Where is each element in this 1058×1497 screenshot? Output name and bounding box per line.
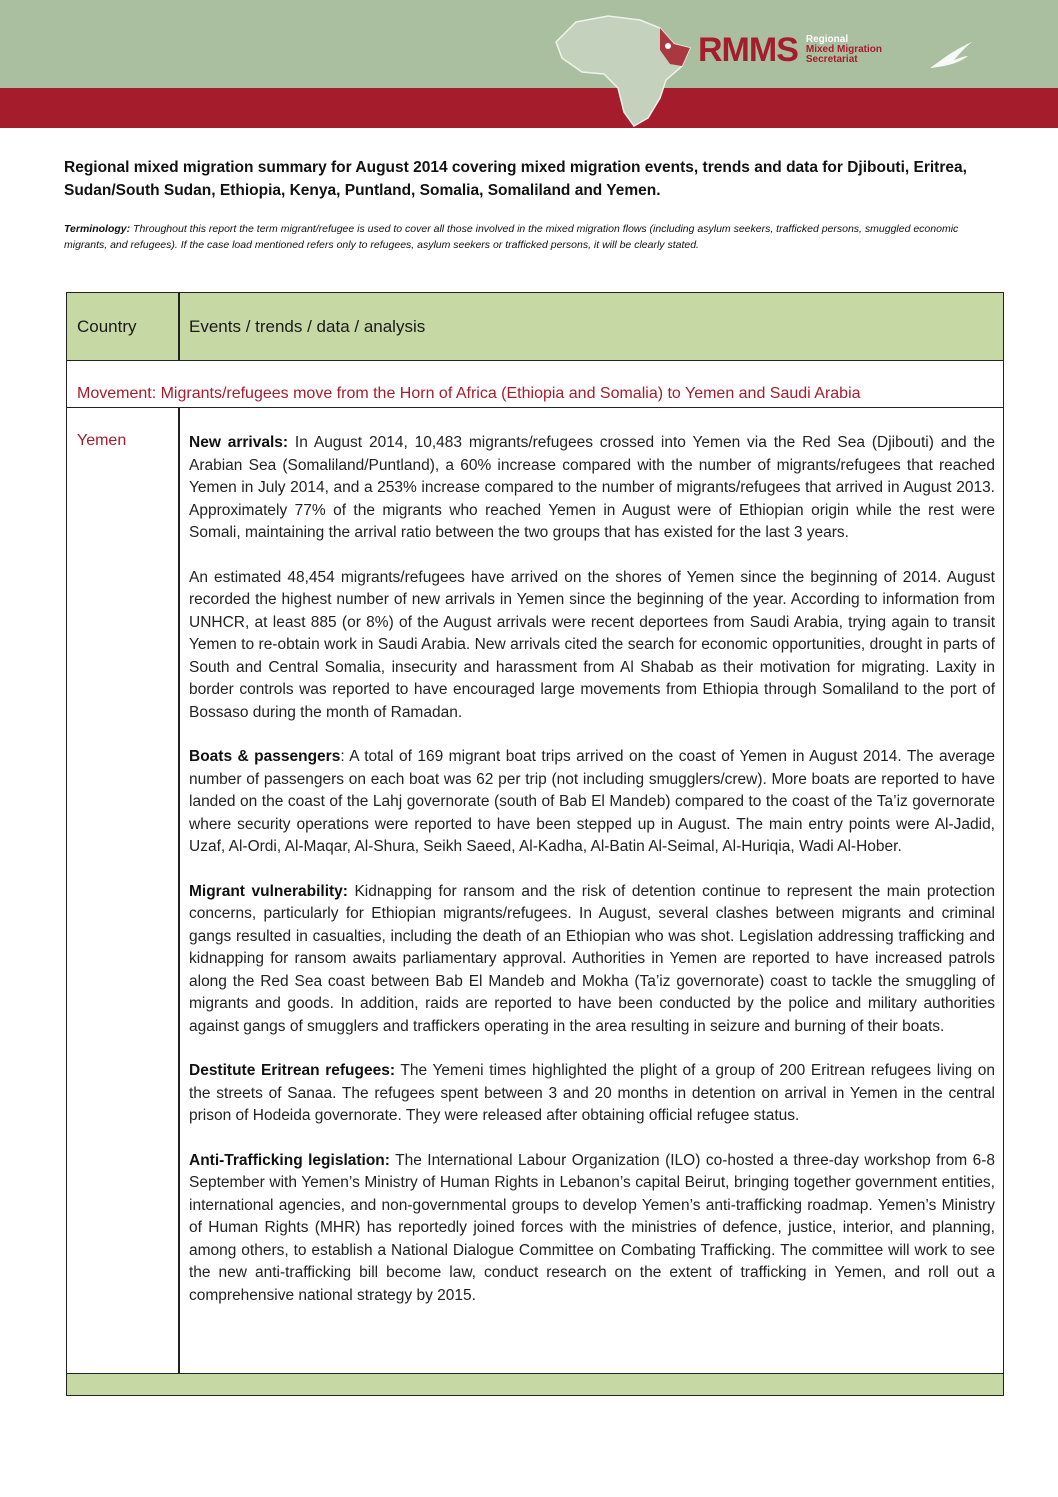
paragraph-heading: Migrant vulnerability:	[189, 882, 348, 900]
terminology-label: Terminology:	[64, 223, 131, 235]
paragraph	[189, 1150, 995, 1308]
terminology-text: Throughout this report the term migrant/refugee is used to cover all those involved in the mixed migration flows (including asylum seekers, trafficked persons, smuggled economic migrants, and refugees). If the case load mentioned refers only to refugees, asylum seekers or trafficked persons, it will be clearly stated.	[64, 223, 959, 251]
bird-icon	[928, 38, 974, 72]
events-table	[66, 292, 1004, 1396]
logo-subtitle	[806, 35, 882, 65]
paragraph-text: The Yemeni times highlighted the plight of a group of 200 Eritrean refugees living on the streets of Sanaa. The refugees spent between 3 and 20 months in detention on arrival in Yemen in the central prison of Hodeida governorate. They were released after obtaining official refugee status.	[189, 1062, 995, 1124]
paragraph-heading: Boats & passengers	[189, 748, 341, 765]
table-row	[67, 408, 1003, 1373]
country-name: Yemen	[77, 432, 127, 449]
header-band	[0, 0, 1058, 88]
logo-line-1: Regional	[805, 34, 849, 45]
logo-line-2: Mixed Migration	[805, 44, 883, 55]
column-header-events: Events / trends / data / analysis	[189, 317, 426, 336]
paragraph-heading: Anti-Trafficking legislation:	[189, 1151, 390, 1169]
paragraph	[189, 432, 995, 545]
table-header	[67, 293, 1003, 361]
section-heading: Movement: Migrants/refugees move from the Horn of Africa (Ethiopia and Somalia) to Yemen and Saudi Arabia	[77, 385, 861, 402]
paragraph-text: In August 2014, 10,483 migrants/refugees crossed into Yemen via the Red Sea (Djibouti) and the Arabian Sea (Somaliland/Puntland), a 60% increase compared with the number of migrants/refugees that reached Yemen in July 2014, and a 253% increase compared to the number of migrants/refugees that arrived in August 2013. Approximately 77% of the migrants who reached Yemen in August were of Ethiopian origin while the rest were Somali, maintaining the arrival ratio between the two groups that has existed for the last 3 years.	[189, 434, 996, 541]
section-row	[67, 361, 1003, 408]
paragraph-text: Kidnapping for ransom and the risk of detention continue to represent the main protection concerns, particularly for Ethiopian migrants/refugees. In August, several clashes between migrants and criminal gangs resulted in casualties, including the death of an Ethiopian who was shot. Legislation addressing trafficking and kidnapping for ransom awaits parliamentary approval. Authorities in Yemen are reported to have increased patrols along the Red Sea coast between Bab El Mandeb and Mokha (Ta’iz governorate) coast to tackle the smuggling of migrants and goods. In addition, raids are reported to have been conducted by the police and military authorities against gangs of smugglers and traffickers operating in the area resulting in seizure and burning of their boats.	[189, 882, 995, 1035]
terminology-note	[64, 221, 1004, 253]
summary-heading: Regional mixed migration summary for August 2014 covering mixed migration events, trends and data for Djibouti, Eritrea, Sudan/South Sudan, Ethiopia, Kenya, Puntland, Somalia, Somaliland and Yemen.	[64, 159, 967, 199]
column-divider	[178, 293, 180, 361]
column-divider	[178, 408, 180, 1373]
paragraph-text: An estimated 48,454 migrants/refugees have arrived on the shores of Yemen since the beginning of 2014. August recorded the highest number of new arrivals in Yemen since the beginning of the year. According to information from UNHCR, at least 885 (or 8%) of the August arrivals were recent deportees from Saudi Arabia, trying again to transit Yemen to re-obtain work in Saudi Arabia. New arrivals cited the search for economic opportunities, drought in parts of South and Central Somalia, insecurity and harassment from Al Shabab as their motivation for migrating. Laxity in border controls was reported to have encouraged large movements from Ethiopia through Somaliland to the port of Bossaso during the month of Ramadan.	[189, 568, 995, 721]
paragraph-text: The International Labour Organization (ILO) co-hosted a three-day workshop from 6-8 September with Yemen’s Ministry of Human Rights in Lebanon’s capital Beirut, bringing together government entities, international agencies, and non-governmental groups to develop Yemen’s anti-trafficking roadmap. Yemen’s Ministry of Human Rights (MHR) has reportedly joined forces with the ministries of defence, justice, interior, and planning, among others, to establish a National Dialogue Committee on Combating Trafficking. The committee will work to see the new anti-trafficking bill become law, conduct research on the extent of trafficking in Yemen, and roll out a comprehensive national strategy by 2015.	[189, 1151, 995, 1304]
paragraph	[189, 881, 995, 1039]
logo-text: RMMS	[698, 30, 798, 69]
paragraph-heading: New arrivals:	[189, 434, 289, 451]
paragraph	[189, 746, 995, 859]
table-footer-row	[67, 1373, 1003, 1395]
paragraph	[189, 1060, 995, 1128]
logo-line-3: Secretariat	[805, 54, 858, 65]
rmms-logo	[698, 30, 882, 70]
header-red-band	[0, 88, 1058, 128]
africa-map-icon	[548, 14, 698, 128]
row-content	[189, 432, 995, 1329]
paragraph-text: : A total of 169 migrant boat trips arrived on the coast of Yemen in August 2014. The average number of passengers on each boat was 62 per trip (not including smugglers/crew). More boats are reported to have landed on the coast of the Lahj governorate (south of Bab El Mandeb) compared to the coast of the Ta’iz governorate where security operations were reported to have been stepped up in August. The main entry points were Al-Jadid, Uzaf, Al-Ordi, Al-Maqar, Al-Shura, Seikh Saeed, Al-Kadha, Al-Batin Al-Seimal, Al-Huriqia, Wadi Al-Hober.	[189, 748, 995, 855]
paragraph-heading: Destitute Eritrean refugees:	[189, 1062, 395, 1079]
paragraph	[189, 567, 995, 725]
column-header-country: Country	[77, 317, 137, 336]
